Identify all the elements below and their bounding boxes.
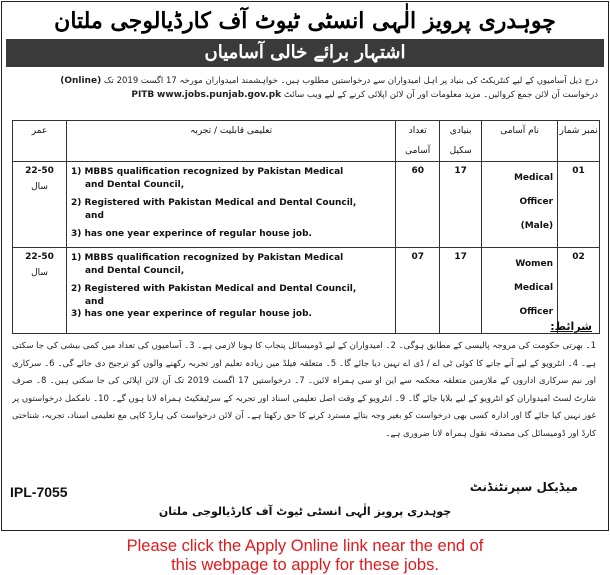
vacancy-table [12, 120, 600, 334]
table-row [13, 162, 600, 248]
post-name-sub: (Male) [520, 221, 554, 231]
qual-line: and Dental Council, [84, 179, 185, 190]
table-row [13, 248, 600, 334]
row-sr: 02 [558, 248, 600, 334]
terms-heading: شرائط: [550, 320, 592, 333]
notice-line2: this webpage to apply for these jobs. [171, 556, 439, 574]
row-age [13, 162, 67, 248]
row-sr: 01 [558, 162, 600, 248]
age-unit: سال [31, 182, 48, 192]
row-posts: 60 [396, 162, 440, 248]
header-age: عمر [13, 121, 67, 162]
ipl-number: IPL-7055 [10, 484, 68, 500]
intro-text-line2: درخواست آن لائن جمع کروائیں۔ مزید معلومات اور آن لائن اپلائی کرنے کے لیے ویب سائٹ [283, 90, 598, 100]
institute-title: چوہدری پرویز الٰہی انسٹی ٹیوٹ آف کارڈیالوجی ملتان [54, 8, 556, 34]
qual-line: 2) Registered with Pakistan Medical and Dental Council, [70, 198, 357, 208]
terms-paragraph: 1۔ بھرتی حکومت کی مروجہ پالیسی کے مطابق ہوگی۔ 2۔ امیدواران کے لیے ڈومیسائل پنجاب کا ہونا لازمی ہے۔ 3۔ آسامیوں کی تعداد میں کمی بیشی کی جا سکتی ہے۔ 4۔ انٹرویو کے لیے آنے جانے کا کوئی ٹی اے / ڈی اے نہیں دیا جائے گا۔ 5۔ متعلقہ فیلڈ میں زیادہ تعلیم اور تجربہ رکھنے والوں کو ترجیح دی جائے گی۔ 6۔ سرکاری اور نیم سرکاری اداروں کے ملازمین متعلقہ محکمہ سے این او سی ہمراہ لائیں۔ 7۔ درخواستیں 17 اگست 2019 تک آن لائن اپلائی کی جا سکتی ہیں۔ 8۔ صرف شارٹ لسٹ امیدواران کو انٹرویو کے لیے بلایا جائے گا۔ 9۔ انٹرویو کے وقت اصل تعلیمی اسناد اور تجربہ کے سرٹیفکیٹ ہمراہ لانا ہوں گے۔ 10۔ نامکمل درخواستوں پر غور نہیں کیا جائے گا اور ادارہ کسی بھی درخواست کو بغیر وجہ بتائے مسترد کرنے کا حق رکھتا ہے۔ آن لائن درخواست کی ہارڈ کاپی مع تعلیمی اسناد، تجربہ، شناختی کارڈ اور ڈومیسائل کی مصدقہ نقول ہمراہ لانا ضروری ہے۔ [12, 341, 596, 439]
row-scale: 17 [440, 162, 482, 248]
row-age [13, 248, 67, 334]
pitb-label: PITB [131, 90, 155, 100]
row-scale: 17 [440, 248, 482, 334]
qual-line: 3) has one year experince of regular house job. [70, 309, 312, 319]
qual-line: 3) has one year experince of regular house job. [70, 229, 312, 239]
header-post-name: نام آسامی [482, 121, 558, 162]
notice-line1: Please click the Apply Online link near the end of [126, 537, 484, 555]
age-range: 22-50 [25, 166, 54, 176]
age-unit: سال [31, 268, 48, 278]
age-range: 22-50 [25, 252, 54, 262]
row-qualification [66, 162, 395, 248]
intro-paragraph [12, 74, 598, 116]
apply-online-notice [0, 537, 610, 575]
intro-text-line1: درج ذیل آسامیوں کے لیے کنٹریکٹ کی بنیاد پر اہل امیدواران سے درخواستیں مطلوب ہیں۔ خواہشمند امیدواران مورخہ 17 اگست 2019 تک [103, 76, 598, 86]
row-posts: 07 [396, 248, 440, 334]
qual-line: and [84, 210, 104, 221]
row-post-name [482, 248, 558, 334]
header-qualification: تعلیمی قابلیت / تجربہ [66, 121, 395, 162]
qual-line: and Dental Council, [84, 265, 185, 276]
header-sr: نمبر شمار [558, 121, 600, 162]
post-name-sub: Medical Officer [513, 283, 554, 317]
qual-line: 2) Registered with Pakistan Medical and Dental Council, [70, 284, 357, 294]
post-name: Medical Officer [513, 173, 554, 207]
jobs-website-link[interactable]: www.jobs.punjab.gov.pk [157, 90, 282, 100]
qual-line: 1) MBBS qualification recognized by Pakistan Medical [70, 167, 344, 177]
qual-line: 1) MBBS qualification recognized by Pakistan Medical [70, 253, 344, 263]
online-label: (Online) [60, 76, 102, 86]
qual-line: and [84, 296, 104, 307]
post-name: Women [515, 259, 554, 269]
job-advertisement [1, 1, 609, 531]
header-posts: تعداد آسامی [396, 121, 440, 162]
header-scale: بنیادی سکیل [440, 121, 482, 162]
row-post-name [482, 162, 558, 248]
signatory-institute: چوہدری پرویز الٰہی انسٹی ٹیوٹ آف کارڈیالوجی ملتان [158, 505, 452, 518]
table-header-row [13, 121, 600, 162]
signatory-title: میڈیکل سپرنٹنڈنٹ [469, 480, 578, 494]
row-qualification [66, 248, 395, 334]
vacancy-banner: اشتہار برائے خالی آسامیاں [6, 39, 604, 67]
